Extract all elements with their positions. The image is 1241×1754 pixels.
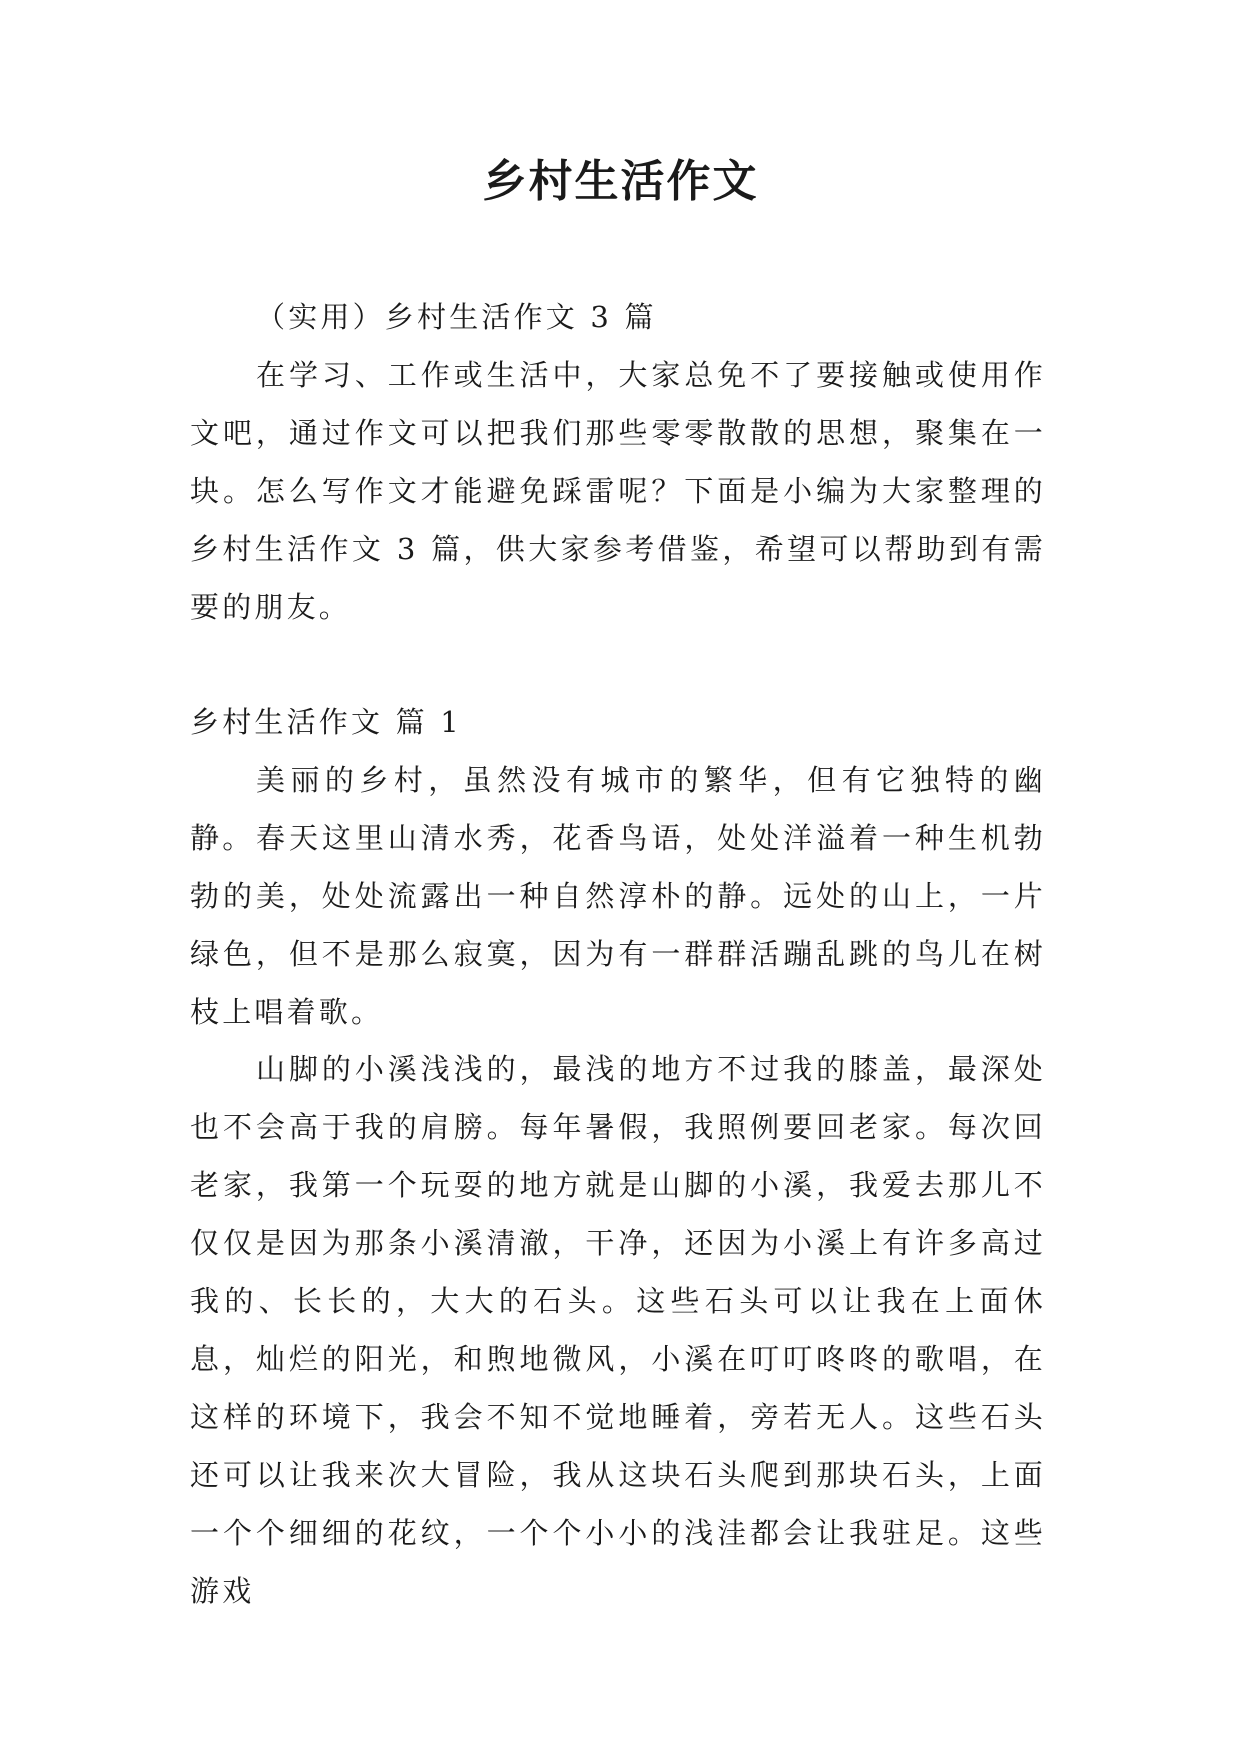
section-heading: 乡村生活作文 篇 1 — [190, 705, 462, 739]
body-paragraph: 春天这里山清水秀，花香鸟语，处处洋溢着一种生机勃勃的美，处处流露出一种自然淳朴的静。远处的山上，一片绿色，但不是那么寂寞，因为有一群群活蹦乱跳的鸟儿在树枝上唱着歌。 — [190, 821, 1046, 1029]
document-subtitle: （实用）乡村生活作文 3 篇 — [256, 300, 657, 334]
document-title: 乡村生活作文 — [482, 156, 759, 207]
body-paragraph: 山脚的小溪浅浅的，最浅的地方不过我的膝盖，最深处也不会高于我的肩膀。每年暑假，我照例要回老家。每次回老家，我第一个玩耍的地方就是山脚的小溪，我爱去那儿不仅仅是因为那条小溪清澈，干净，还因为小溪上有许多高过我的、长长的，大大的石头。这些石头可以让我在上面休息，灿烂的阳光，和煦地微风，小溪在叮叮咚咚的歌唱，在这样的环境下，我会不知不觉地睡着，旁若无人。这些石头还可以让我来次大冒险，我从这块石头爬到那块石头，上面一个个细细的花纹，一个个小小的浅洼都会让我驻足。这些游戏 — [190, 1052, 1046, 1608]
intro-paragraph: 在学习、工作或生活中，大家总免不了要接触或使用作文吧，通过作文可以把我们那些零零散散的思想，聚集在一块。怎么写作文才能避免踩雷呢？下面是小编为大家整理的乡村生活作文 3 篇，供大家参考借鉴，希望可以帮助到有需要的朋友。 — [190, 358, 1046, 624]
body-paragraph: 美丽的乡村，虽然没有城市的繁华，但有它独特的幽静。 — [190, 763, 1046, 855]
